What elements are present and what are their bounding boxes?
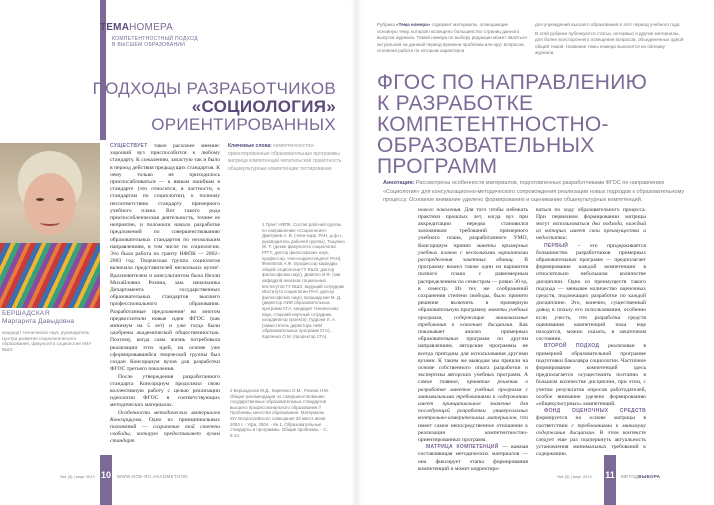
left-page — [0, 0, 356, 505]
paragraph-text: Для того чтобы избежать практики прошлых лет, когда вуз при аккредитации нередко становился заложником требований примерного учебного плана, разработанного УМО, Консорциум принял — [418, 206, 528, 249]
page-number-right: 11 — [605, 470, 615, 480]
annotation-label: Аннотация: — [383, 180, 415, 186]
section-caps: ВТОРОЙ ПОДХОД — [544, 343, 600, 350]
photo-eye — [36, 198, 44, 201]
rubric-intro-col1 — [377, 22, 527, 55]
article-title-right — [377, 72, 714, 177]
italic-text: два подхода, каждый из которых имеет свои преимущества и недостатки: — [536, 220, 646, 242]
photo-mouth — [40, 219, 60, 226]
paragraph-text: После утверждения разработанного стандарта Консорциум продолжил свою коллективную работу с целью реализации идеологии ФГОС в соответствующих методических материалах. — [110, 373, 220, 409]
paragraph — [110, 410, 220, 446]
rubric-intro-col2 — [535, 22, 685, 57]
author-name-block — [2, 310, 74, 326]
paragraph-text: В этом контексте следует еще раз подчеркнуть актуальность установления минимальных требований к содержанию. — [536, 429, 646, 458]
annotation — [383, 179, 693, 205]
paragraph — [536, 243, 646, 344]
section-caps: МАТРИЦА КОМПЕТЕНЦИЙ — [426, 444, 499, 451]
title-right-line2: К РАЗРАБОТКЕ КОМПЕТЕНТНОСТНО- — [377, 92, 609, 136]
rubric-subtitle-line2: В ВЫСШЕМ ОБРАЗОВАНИИ — [112, 42, 186, 48]
intro-bold: «Тема номера» — [396, 22, 431, 27]
photo-eye — [56, 198, 64, 201]
keywords-list: компетентностно-ориентированные образовательные программы матрица компетенций читательская грамотность общекультурные компетенции тестирование — [228, 143, 342, 172]
paragraph-text: реализован в примерной образовательной программе подготовки бакалавра социологии. Частичное формирование компетенций здесь предполагается осуществлять поэтапно в большом количестве дисциплин, при этом, с учетом результатов опросов работодателей, особое внимание уделено формированию «общекультурных» компетенций. — [536, 343, 647, 407]
body-column-middle — [418, 207, 528, 474]
rubric-subtitle — [112, 36, 198, 48]
footer-issue-left: №4 (5) | март 2013 — [60, 474, 95, 479]
right-page — [357, 0, 714, 505]
paragraph — [110, 374, 220, 410]
intro-text: В этой рубрике публикуются статьи, интервью и другие материалы, для более всестороннего освещения вопросов, объединенных одной общей темой. Название темы номера выносится на обложку журнала. — [535, 30, 684, 55]
paragraph-text: В программу вошел также один из вариантов полного плана с равномерным распределением по семестрам — ровно 30 ед. в семестр. Из тех же соображений сохранения степени свободы, было принято решение включить в примерную образовательную программу — [418, 256, 528, 314]
title-left-line2: «СОЦИОЛОГИЯ» — [191, 97, 336, 116]
brand-light: МЕТОД — [621, 474, 639, 479]
section-caps: ФОНД ОЦЕНОЧНЫХ СРЕДСТВ — [544, 408, 646, 415]
italic-text: нового поколения. — [418, 206, 462, 213]
keywords-label: Ключевые слова: — [228, 143, 272, 149]
paragraph — [536, 408, 646, 458]
brand-bold: ВЫБОРА — [638, 474, 661, 479]
paragraph-text: – его придерживается большинство разработчиков примерных образовательных программ — предполагает формирование каждой компетенции в относительно небольшом количестве дисциплин. Одно из преимуществ такого подхода — меньшее количество оценочных средств, подлежащих разработке по каждой дисциплине. Это, конечно, существенный довод в пользу его использования, особенно если учесть, что разработка средств оценивания компетенций пока еще находится, можно сказать, в зачаточном состоянии. — [536, 242, 646, 343]
photo-scarf — [0, 243, 100, 308]
page-number-left: 10 — [100, 470, 111, 480]
paragraph-text: — важная составляющая методических материалов — она фиксирует этапы формирования компетенций и может корректиро- — [418, 444, 528, 472]
footnote-2: 2 Бершадская М.Д., Карпенко О.М., Розина Н.М. Общие рекомендации по совершенствованию государственных образовательных стандартов высшего профессионального образования // Проблемы качества образования. Материалы XIV Всероссийского совещания 28 мая-2 июня 2004 г. - Уфа, 2004. - Кн.1. Образовательные стандарты и программы. Общие проблемы. - С. 5-13. — [230, 388, 329, 438]
intro-text: для учреждений высшего образования в этот период учебного года. — [535, 22, 681, 27]
intro-text: Рубрика — [377, 22, 397, 27]
intro-text: содержит материалы, освещающие основную тему, которой посвящено большинство страниц данного выпуска журнала. Темой номера по выбору редакции может являться актуальная на данный период времени проблема или круг вопросов, основная работа по которым характерна — [377, 22, 527, 53]
body-column-left — [110, 143, 220, 446]
italic-text: макеты примерных учебных планов с несколькими вариантами распределения зачетных единиц. — [418, 242, 528, 263]
footnote-1: 1 Грант НФПК. Состав рабочей группы по направлению «Социология»: Дмитриев А. В. (член-корр. РАН, д.ф.н., руководитель рабочей группы), Тощенко Ж. Т. (декан факультета социологии РГГУ, доктор философских наук, профессор, член-корреспондент РАН), Филиппов А.Ф. (профессор кафедры общей социологии ГУ ВШЭ, доктор философских наук), Девятко И.Ф. (зав. кафедрой анализа социальных институтов ГУ ВШЭ, ведущий сотрудник Института социологии РАН, доктор философских наук), Бершадская М. Д. (директор НИИ образовательных программ СГА, кандидат технических наук, старший научный сотрудник, координатор проекта), Гудрони Л. А. (заместитель директора НИИ образовательных программ СГА), Карпенко О.М. (проректор СГА). — [262, 222, 345, 339]
paragraph-text: ваться по ходу образовательного процесса. При первичном формировании матрицы могут использоваться — [536, 206, 646, 227]
italic-text: Особенности методических материалов Консорциума. — [110, 409, 220, 423]
title-left-line1: ПОДХОДЫ РАЗРАБОТЧИКОВ — [92, 79, 336, 98]
author-given-name: Маргарита Давыдовна — [2, 318, 75, 325]
annotation-text: Рассмотрены особенности материалов, подготовленных разработчиками ФГОС по направлению «Социология» для консультационно-методического сопровождения реализации новых подходов к образовательному процессу. Основное внимание уделено формированию и оцениванию общекультурных компетенций. — [383, 180, 685, 203]
paragraph-text: формируется на основе матрицы в соответствии — [536, 415, 646, 429]
rubric-header — [100, 22, 173, 33]
italic-text: макеты учебных программ, содержащие минимальные требования к освоению дисциплин. — [418, 307, 528, 328]
lead-caps: СУЩЕСТВУЕТ — [110, 143, 148, 149]
paragraph — [536, 343, 646, 408]
paragraph-text: Как показывает анализ примерных образовательных программ по другим направлениям, авторские программы не всегда пригодны для использования другими вузами. К таким же выводам мы пришли на основе собственного опыта разработки и экспертизы авторских учебных программ. А самое главное, — [418, 321, 528, 386]
rubric-subtitle-line1: КОМПЕТЕНТНОСТНЫЙ ПОДХОД — [112, 36, 198, 42]
footer-issue-right: №4 (5) | март 2013 — [557, 474, 592, 479]
italic-text: принятие решения о разработке макетов учебных программ с минимальными требованиями к содержанию имеет принципиальное значение для последующей разработки универсальных контрольно-измерительных материалов, — [418, 379, 529, 422]
footer-site: WWW.NOE-RU.AKADMETHOD — [117, 474, 188, 479]
title-left-line3: ОРИЕНТИРОВАННЫХ — [151, 115, 336, 134]
italic-text: сохранение той степени свободы, которую предоставляет вузам стандарт — [110, 423, 220, 445]
author-surname: БЕРШАДСКАЯ — [2, 310, 50, 317]
footer-brand — [621, 474, 660, 479]
author-info: кандидат технических наук, руководитель Центра развития социологического образования, факультета социологии НИУ ВШЭ — [2, 330, 92, 352]
author-photo — [0, 143, 100, 308]
keywords — [228, 143, 350, 173]
paragraph — [418, 444, 528, 473]
rubric-bold: ТЕМА — [100, 22, 130, 33]
rubric-light: НОМЕРА — [129, 22, 174, 33]
section-caps: ПЕРВЫЙ — [544, 242, 569, 249]
italic-text: с требованиями к минимуму содержания дисциплин. — [536, 422, 646, 436]
paragraph: такое расхожее мнение: хороший вуз приспособится к любому стандарту. К сожалению, зачастую так и было в период действия предыдущих стандартов. К чему только не приходилось приспосабливаться — к явным ошибкам в стандарте (это относится, в частности, к стандартам по социологии), к полному несоответствию стандарту примерного учебного плана. Вот такого рода приспособленческая деятельность, точнее ее неприятие, и положили начало разработке предложений по совершенствованию образовательных стандартов по нескольким направлениям, в том числе по социологии. Это была работа по гранту НФПК — 2002–2003 год. Творческая группа социологов включала представителей нескольких вузов¹. Вдохновителем и консультантом была Нелли Михайловна Розина, зам. начальника Департамента государственных образовательных стандартов высшего профессионального образования. Разработанные предложения² во многом предвосхитили новые идеи ФГОС (как минимум на 5 лет) и уже тогда были одобрены академической общественностью. Поэтому, когда сама жизнь потребовала реализации этих идей, на основе уже сформировавшейся творческой группы был создан Консорциум вузов для разработки ФГОС третьего поколения. — [110, 143, 220, 373]
accent-bar-bottom — [100, 455, 112, 505]
title-right-line3: ОБРАЗОВАТЕЛЬНЫХ ПРОГРАММ — [377, 134, 595, 178]
paragraph-text: что имеет самое непосредственное отношение к реализации компетентностно-ориентированных программ. — [418, 415, 528, 443]
body-column-right — [536, 207, 646, 459]
accent-bar-bottom — [604, 455, 616, 505]
paragraph-text: Одно из принципиальных положений — — [110, 416, 220, 430]
article-title-left — [93, 80, 336, 134]
title-right-line1: ФГОС ПО НАПРАВЛЕНИЮ — [377, 71, 648, 94]
